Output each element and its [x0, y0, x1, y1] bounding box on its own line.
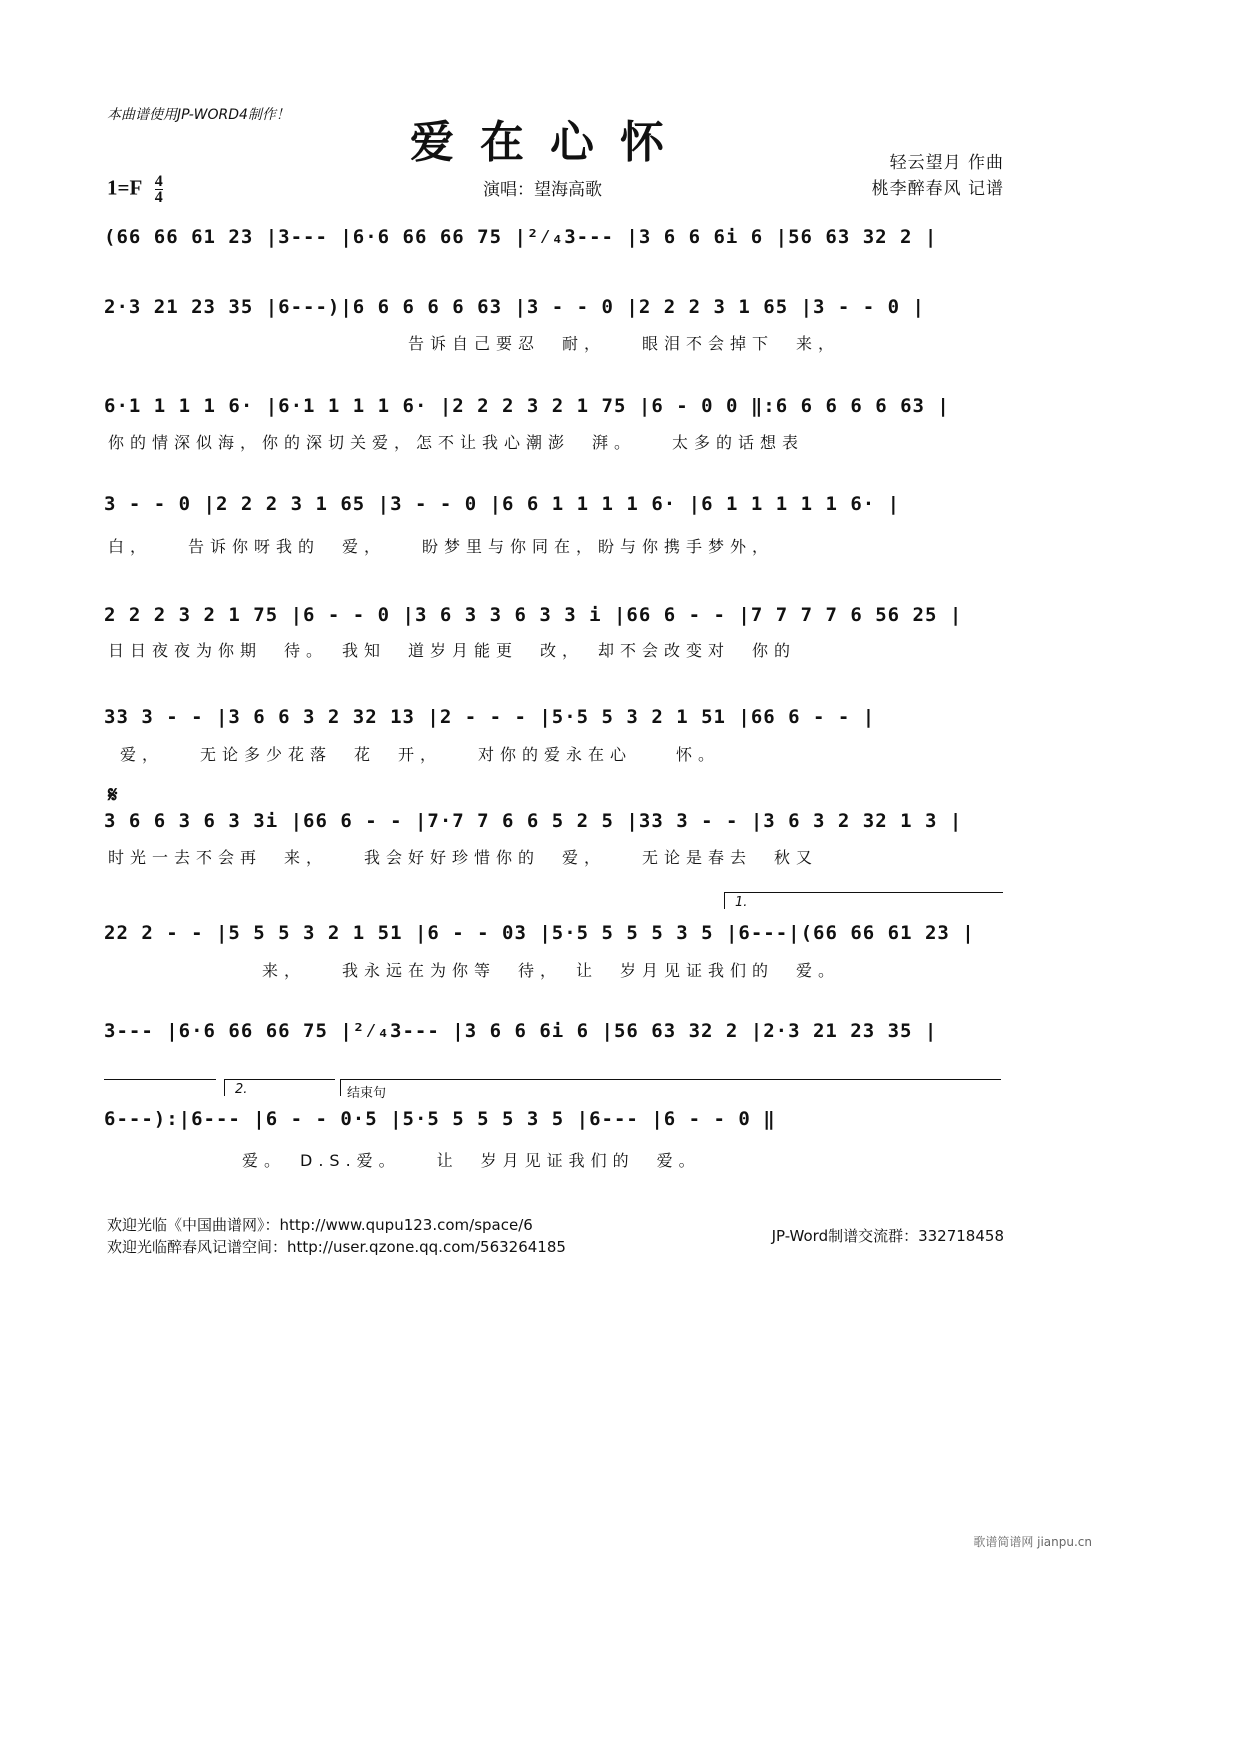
volta-1-continuation	[104, 1079, 216, 1080]
score-row-3: 6·1 1 1 1 6· |6·1 1 1 1 6· |2 2 2 3 2 1 75 |6 - 0 0 ‖:6 6 6 6 6 63 |	[104, 395, 950, 417]
ending-label: 结束句	[347, 1086, 387, 1101]
lyric-row-10: 爱。 D.S.爱。 让 岁月见证我们的 爱。	[242, 1151, 701, 1170]
score-row-8: 22 2 - - |5 5 5 3 2 1 51 |6 - - 03 |5·5 5 5 5 3 5 |6---|(66 66 61 23 |	[104, 922, 975, 944]
lyric-row-5: 日日夜夜为你期 待。 我知 道岁月能更 改， 却不会改变对 你的	[108, 641, 797, 660]
footer-link-1[interactable]: 欢迎光临《中国曲谱网》：http://www.qupu123.com/space/6	[107, 1216, 533, 1234]
lyric-row-7: 时光一去不会再 来， 我会好好珍惜你的 爱， 无论是春去 秋又	[108, 848, 819, 867]
time-signature	[155, 174, 163, 205]
footer-group: JP-Word制谱交流群：332718458	[771, 1227, 1004, 1245]
time-bottom: 4	[154, 189, 163, 206]
lyric-row-3: 你的情深似海，你的深切关爱，怎不让我心潮澎 湃。 太多的话想表	[108, 433, 805, 452]
score-row-5: 2 2 2 3 2 1 75 |6 - - 0 |3 6 3 3 6 3 3 i |66 6 - - |7 7 7 7 6 56 25 |	[104, 604, 963, 626]
volta-1-bracket	[724, 892, 1003, 909]
score-row-2: 2·3 21 23 35 |6---)|6 6 6 6 6 63 |3 - - 0 |2 2 2 3 1 65 |3 - - 0 |	[104, 296, 925, 318]
volta-1-label: 1.	[735, 895, 748, 910]
credits-block	[872, 150, 1004, 202]
key-signature	[107, 174, 163, 205]
composer-credit: 轻云望月 作曲	[889, 153, 1004, 173]
score-row-4: 3 - - 0 |2 2 2 3 1 65 |3 - - 0 |6 6 1 1 1 1 6· |6 1 1 1 1 1 6· |	[104, 493, 901, 515]
singer-credit: 演唱：望海高歌	[483, 180, 602, 200]
score-row-7: 3 6 6 3 6 3 3i |66 6 - - |7·7 7 6 6 5 2 5 |33 3 - - |3 6 3 2 32 1 3 |	[104, 810, 963, 832]
score-row-1: (66 66 61 23 |3--- |6·6 66 66 75 |²⁄₄3--- |3 6 6 6i 6 |56 63 32 2 |	[104, 226, 938, 248]
footer-link-2[interactable]: 欢迎光临醉春风记谱空间：http://user.qzone.qq.com/563264185	[107, 1238, 566, 1256]
key-label: 1=F	[107, 175, 142, 200]
lyric-row-4: 白， 告诉你呀我的 爱， 盼梦里与你同在，盼与你携手梦外，	[108, 537, 775, 556]
site-watermark: 歌谱简谱网 jianpu.cn	[973, 1535, 1092, 1549]
score-row-9: 3--- |6·6 66 66 75 |²⁄₄3--- |3 6 6 6i 6 |56 63 32 2 |2·3 21 23 35 |	[104, 1020, 938, 1042]
lyric-row-6: 爱， 无论多少花落 花 开， 对你的爱永在心 怀。	[120, 745, 721, 764]
ending-bracket	[340, 1079, 1001, 1101]
segno-sign: 𝄋	[108, 783, 118, 808]
score-row-6: 33 3 - - |3 6 6 3 2 32 13 |2 - - - |5·5 5 3 2 1 51 |66 6 - - |	[104, 706, 876, 728]
volta-2-bracket	[224, 1079, 335, 1096]
transcriber-credit: 桃李醉春风 记谱	[871, 179, 1004, 199]
lyric-row-2: 告诉自己要忍 耐， 眼泪不会掉下 来，	[408, 334, 841, 353]
score-row-10: 6---):|6--- |6 - - 0·5 |5·5 5 5 5 3 5 |6--- |6 - - 0 ‖	[104, 1108, 776, 1130]
software-credit: 本曲谱使用JP-WORD4制作！	[107, 107, 290, 123]
volta-2-label: 2.	[235, 1082, 248, 1097]
time-top: 4	[154, 173, 163, 190]
song-title: 爱在心怀	[410, 117, 690, 168]
lyric-row-8: 来， 我永远在为你等 待， 让 岁月见证我们的 爱。	[262, 961, 841, 980]
